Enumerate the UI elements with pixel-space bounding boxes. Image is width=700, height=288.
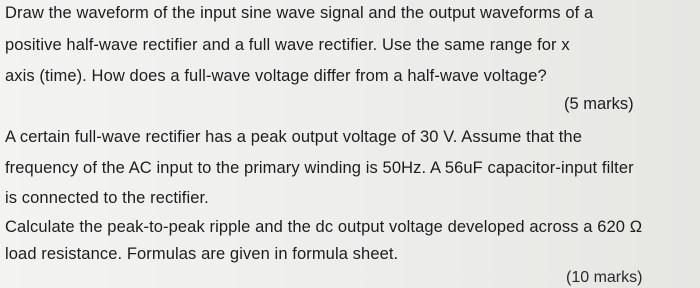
- question2-line-2: frequency of the AC input to the primary winding is 50Hz. A 56uF capacitor-input filter: [5, 159, 634, 177]
- question2-line-3: is connected to the rectifier.: [5, 189, 209, 207]
- question2-line-4: Calculate the peak-to-peak ripple and the dc output voltage developed across a 620 Ω: [5, 218, 643, 236]
- question2-marks: (10 marks): [566, 269, 643, 286]
- question1-marks: (5 marks): [564, 95, 634, 113]
- question2-line-5: load resistance. Formulas are given in formula sheet.: [5, 245, 399, 263]
- question2-line-1: A certain full-wave rectifier has a peak output voltage of 30 V. Assume that the: [5, 128, 582, 146]
- question1-line-1: Draw the waveform of the input sine wave signal and the output waveforms of a: [5, 4, 594, 22]
- question1-line-3: axis (time). How does a full-wave voltage differ from a half-wave voltage?: [5, 67, 547, 85]
- question1-line-2: positive half-wave rectifier and a full wave rectifier. Use the same range for x: [5, 36, 570, 54]
